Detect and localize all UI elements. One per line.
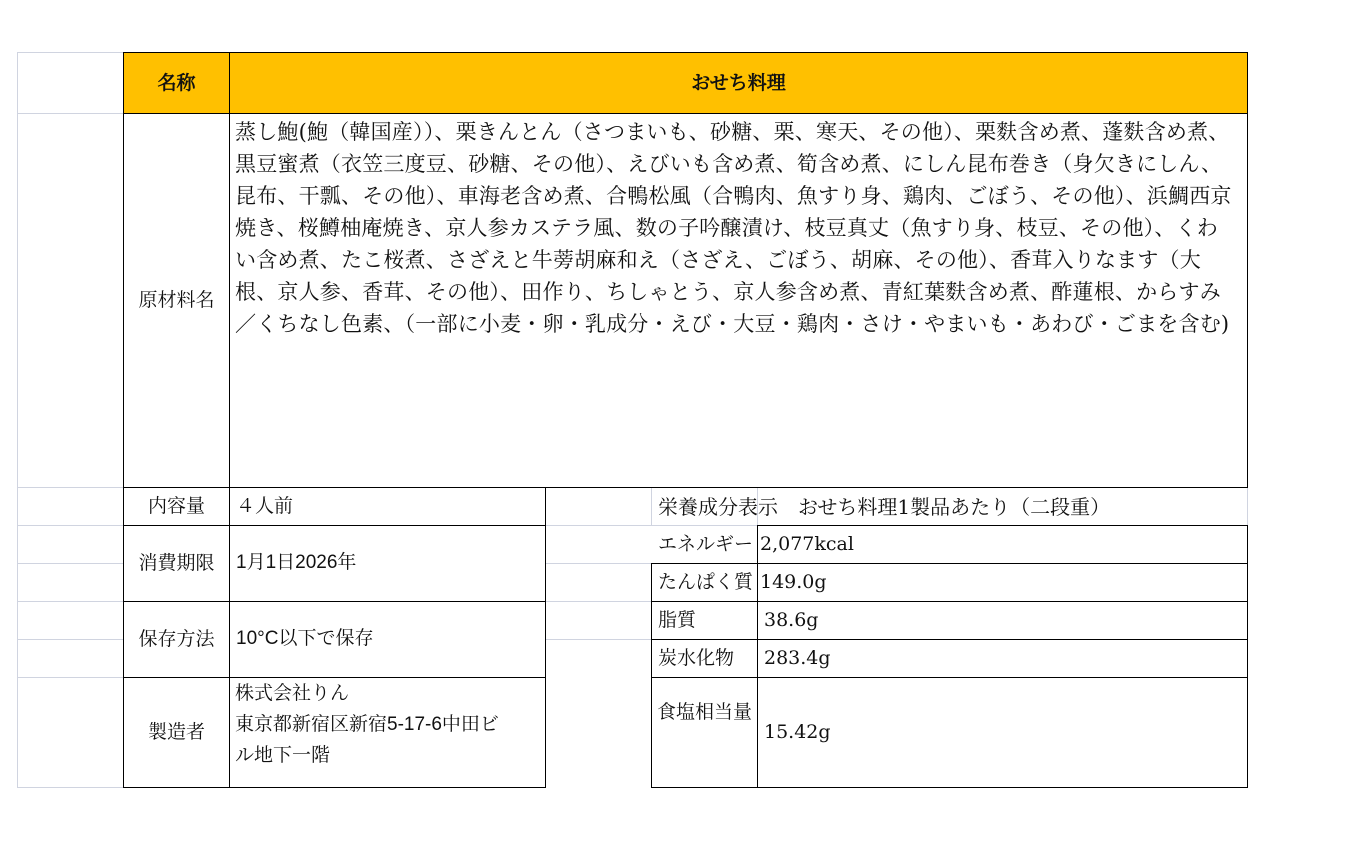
nutrition-value: 15.42g	[764, 721, 831, 744]
maker-line: 株式会社りん	[235, 682, 350, 704]
name-value: おせち料理	[691, 71, 786, 94]
expiry-value: 1月1日2026年	[236, 552, 357, 574]
quantity-value: ４人前	[236, 495, 294, 518]
gridline	[17, 601, 123, 602]
storage-label: 保存方法	[138, 628, 215, 651]
storage-value: 10°C以下で保存	[236, 628, 374, 650]
gridline	[17, 563, 123, 564]
nutrition-value: 283.4g	[764, 647, 831, 670]
nutrition-label: 炭水化物	[658, 647, 735, 670]
maker-line: 東京都新宿区新宿5-17-6中田ビ	[235, 714, 499, 735]
gridline	[17, 52, 123, 53]
border	[1247, 525, 1248, 788]
expiry-label: 消費期限	[138, 552, 215, 575]
gridline	[17, 525, 123, 526]
gridline	[545, 639, 651, 640]
nutrition-label: 食塩相当量	[657, 701, 753, 723]
nutrition-value: 149.0g	[760, 571, 827, 594]
border	[123, 787, 546, 788]
gridline	[17, 113, 123, 114]
nutrition-label: たんぱく質	[658, 571, 754, 594]
border	[651, 787, 1248, 788]
ingredients-label: 原材料名	[138, 289, 215, 312]
quantity-label: 内容量	[147, 495, 205, 518]
nutrition-label: 脂質	[658, 609, 697, 632]
maker-address	[235, 678, 550, 771]
maker-line: ル地下一階	[235, 744, 331, 766]
gridline	[17, 487, 123, 488]
nutrition-title: 栄養成分表示 おせち料理1製品あたり（二段重）	[658, 494, 1111, 519]
gridline	[545, 601, 651, 602]
nutrition-label: エネルギー	[658, 533, 754, 556]
gridline	[17, 677, 123, 678]
border	[1247, 52, 1248, 488]
maker-label: 製造者	[147, 721, 205, 744]
gridline	[545, 563, 651, 564]
gridline	[545, 525, 651, 526]
gridline	[17, 787, 123, 788]
nutrition-value: 2,077kcal	[760, 533, 854, 556]
border	[123, 113, 1248, 114]
ingredients-text: 蒸し鮑(鮑（韓国産））、栗きんとん（さつまいも、砂糖、栗、寒天、その他）、栗麩含め煮、蓬麩含め煮、黒豆蜜煮（衣笠三度豆、砂糖、その他）、えびいも含め煮、筍含め煮、にしん昆布巻き（身欠きにしん、昆布、干瓢、その他）、車海老含め煮、合鴨松風（合鴨肉、魚すり身、鶏肉、ごぼう、その他）、浜鯛西京焼き、桜鱒柚庵焼き、京人参カステラ風、数の子吟醸漬け、枝豆真丈（魚すり身、枝豆、その他）、くわい含め煮、たこ桜煮、さざえと牛蒡胡麻和え（さざえ、ごぼう、胡麻、その他）、香茸入りなます（大根、京人参、香茸、その他）、田作り、ちしゃとう、京人参含め煮、青紅葉麩含め煮、酢蓮根、からすみ／くちなし色素、（一部に小麦・卵・乳成分・えび・大豆・鶏肉・さけ・やまいも・あわび・ごまを含む)	[235, 120, 1232, 336]
gridline	[17, 639, 123, 640]
name-label: 名称	[157, 71, 196, 94]
nutrition-value: 38.6g	[764, 609, 819, 632]
gridline	[1247, 487, 1248, 525]
